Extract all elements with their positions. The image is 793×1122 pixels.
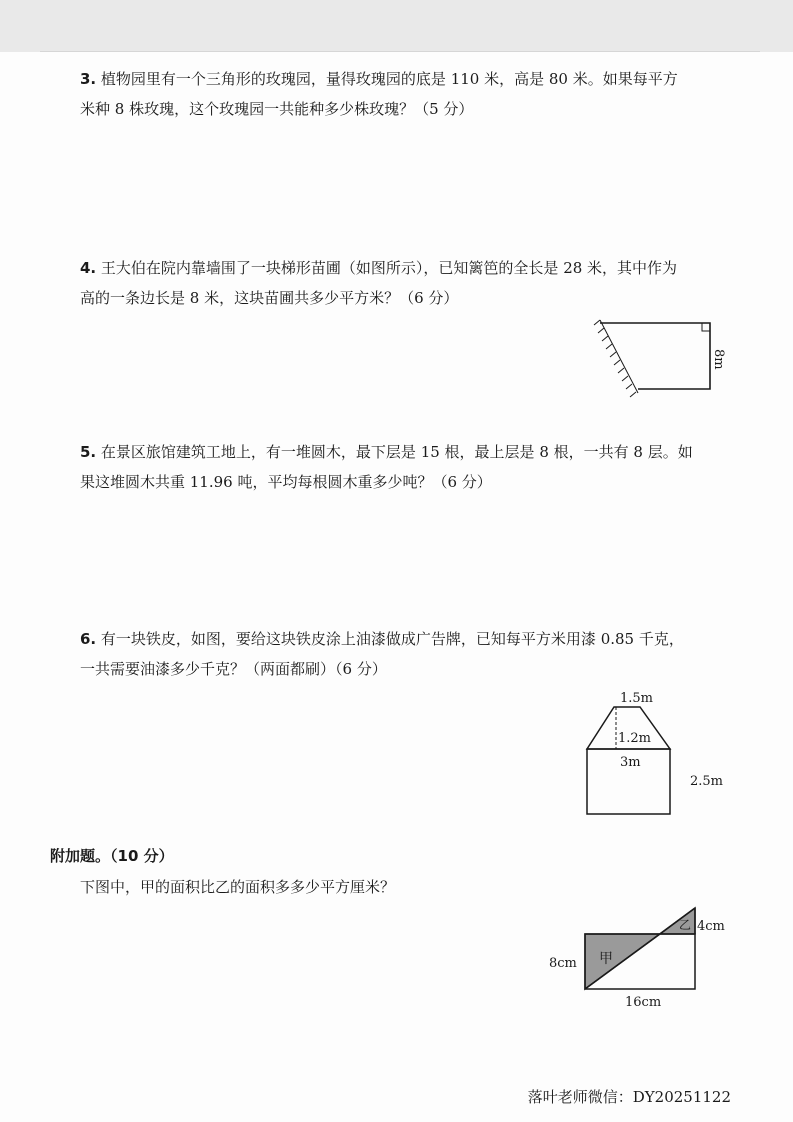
base-width-label: 3m <box>620 755 641 770</box>
question-4 <box>80 253 725 313</box>
height-label: 8m <box>711 349 726 370</box>
bottom-width-label: 16cm <box>625 995 662 1010</box>
question-5-line-2 <box>80 467 725 497</box>
page-top-divider <box>40 51 760 52</box>
question-3-line-1 <box>80 64 725 94</box>
rectangle-height-label: 2.5m <box>690 774 724 789</box>
sign-figure <box>580 685 730 820</box>
trapezoid-height-label: 1.2m <box>618 731 652 746</box>
right-height-label: 4cm <box>697 919 725 934</box>
page-top-band <box>0 0 793 52</box>
bonus-title: 附加题。（10 分） <box>50 847 174 865</box>
footer-contact: 落叶老师微信：DY20251122 <box>527 1088 731 1106</box>
question-3-line-2 <box>80 94 725 124</box>
question-6-line-1 <box>80 624 725 654</box>
question-number: 3. <box>80 70 97 88</box>
fence-outline <box>600 323 710 389</box>
question-6 <box>80 624 725 684</box>
trapezoid-figure <box>590 315 740 400</box>
region-b-label: 乙 <box>679 918 692 932</box>
top-width-label: 1.5m <box>620 691 654 706</box>
question-number: 4. <box>80 259 97 277</box>
question-text: 植物园里有一个三角形的玫瑰园，量得玫瑰园的底是 110 米，高是 80 米。如果每平方 <box>100 70 678 88</box>
question-text: 高的一条边长是 8 米，这块苗圃共多少平方米？（6 分） <box>80 289 459 307</box>
right-angle-mark <box>702 323 710 331</box>
question-5-line-1 <box>80 437 725 467</box>
question-text: 米种 8 株玫瑰，这个玫瑰园一共能种多少株玫瑰？（5 分） <box>80 100 474 118</box>
question-5 <box>80 437 725 497</box>
question-text: 有一块铁皮，如图，要给这块铁皮涂上油漆做成广告牌，已知每平方米用漆 0.85 千克， <box>100 630 684 648</box>
question-number: 6. <box>80 630 97 648</box>
question-4-line-1 <box>80 253 725 283</box>
question-6-line-2 <box>80 654 725 684</box>
question-text: 在景区旅馆建筑工地上，有一堆圆木，最下层是 15 根，最上层是 8 根，一共有 8 层。如 <box>100 443 693 461</box>
question-4-line-2 <box>80 283 725 313</box>
bonus-figure <box>545 905 730 1010</box>
region-a-label: 甲 <box>599 951 613 967</box>
question-3 <box>80 64 725 124</box>
wall-hatching <box>594 320 638 397</box>
left-height-label: 8cm <box>549 956 577 971</box>
question-text: 一共需要油漆多少千克？（两面都刷）（6 分） <box>80 660 387 678</box>
question-number: 5. <box>80 443 97 461</box>
question-text: 果这堆圆木共重 11.96 吨，平均每根圆木重多少吨？（6 分） <box>80 473 492 491</box>
bonus-question: 下图中，甲的面积比乙的面积多多少平方厘米？ <box>80 878 396 896</box>
question-text: 王大伯在院内靠墙围了一块梯形苗圃（如图所示），已知篱笆的全长是 28 米，其中作为 <box>100 259 678 277</box>
